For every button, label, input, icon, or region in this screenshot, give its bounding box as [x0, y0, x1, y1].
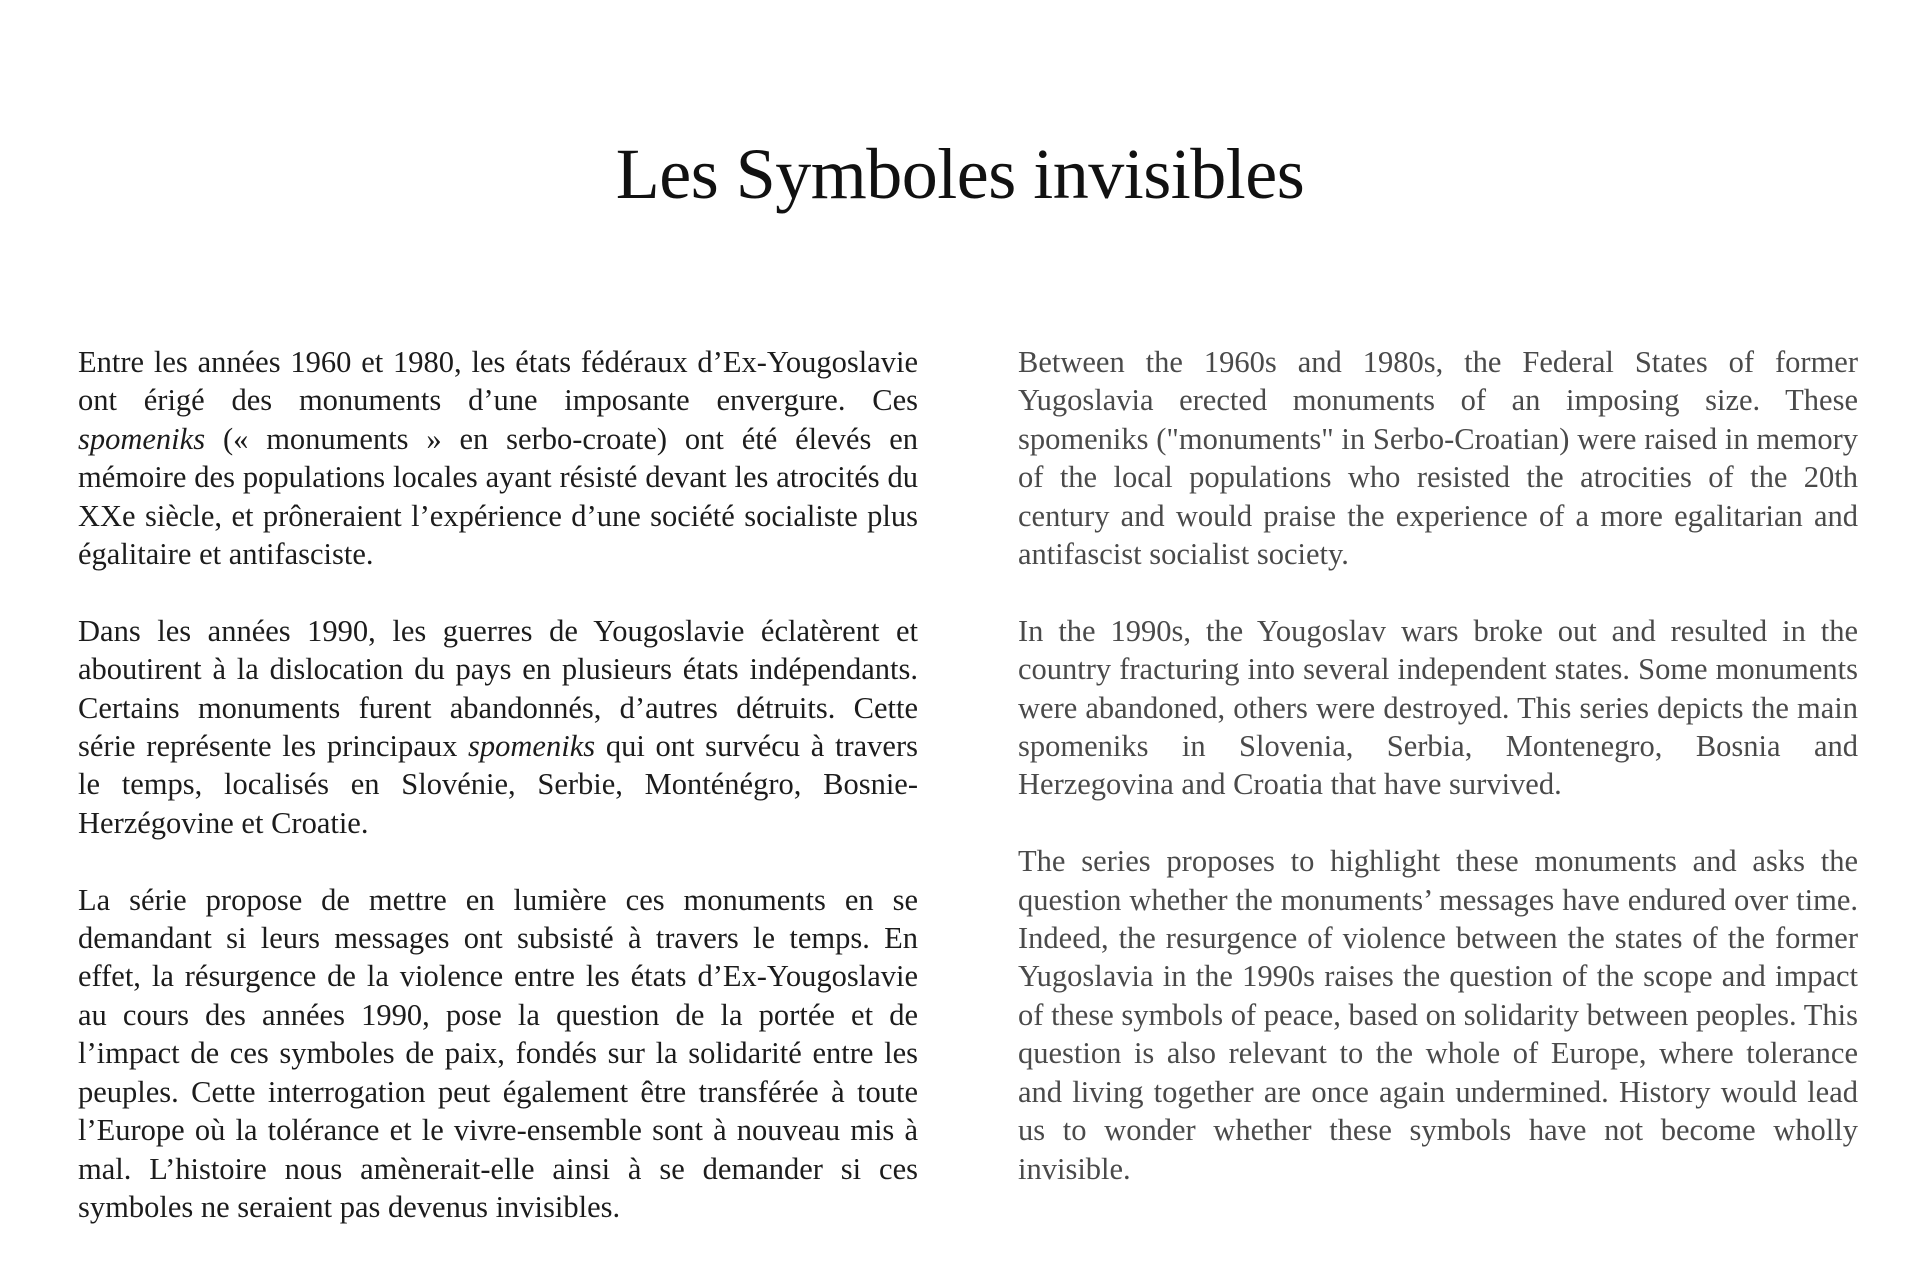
page-title: Les Symboles invisibles [615, 134, 1305, 214]
french-paragraph-1 [78, 343, 918, 573]
french-p2-text-a: Dans les années 1990, les guerres de Yougoslavie éclatèrent et aboutirent à la dislocation du pays en plusieurs états indépendants. Certains monuments furent abandonnés, d’autres détruits. Cette série représente les principaux [78, 613, 918, 764]
french-p1-text-a: Entre les années 1960 et 1980, les états fédéraux d’Ex-Yougoslavie ont érigé des monuments d’une imposante envergure. Ces [78, 345, 918, 418]
french-text-column [78, 343, 918, 1265]
french-p1-text-b: (« monuments » en serbo-croate) ont été élevés en mémoire des populations locales ayant résisté devant les atrocités du XXe siècle, et prôneraient l’expérience d’une société socialiste plus égalitaire et antifasciste. [78, 421, 918, 572]
french-p2-text-b: qui ont survécu à travers le temps, localisés en Slovénie, Serbie, Monténégro, Bosnie-Herzégovine et Croatie. [78, 729, 918, 840]
french-p2-italic-term: spomeniks [468, 729, 596, 764]
french-p1-italic-term: spomeniks [78, 421, 206, 456]
french-paragraph-3: La série propose de mettre en lumière ces monuments en se demandant si leurs messages ont subsisté à travers le temps. En effet, la résurgence de la violence entre les états d’Ex-Yougoslavie au cours des années 1990, pose la question de la portée et de l’impact de ces symboles de paix, fondés sur la solidarité entre les peuples. Cette interrogation peut également être transférée à toute l’Europe où la tolérance et le vivre-ensemble sont à nouveau mis à mal. L’histoire nous amènerait-elle ainsi à se demander si ces symboles ne seraient pas devenus invisibles. [78, 882, 918, 1224]
english-text-column [1018, 343, 1858, 1226]
english-paragraph-1: Between the 1960s and 1980s, the Federal States of former Yugoslavia erected monuments of an imposing size. These spomeniks ("monuments" in Serbo-Croatian) were raised in memory of the local populations who resisted the atrocities of the 20th century and would praise the experience of a more egalitarian and antifascist socialist society. [1018, 345, 1858, 572]
french-paragraph-2 [78, 612, 918, 842]
english-paragraph-2: In the 1990s, the Yougoslav wars broke out and resulted in the country fracturing into several independent states. Some monuments were abandoned, others were destroyed. This series depicts the main spomeniks in Slovenia, Serbia, Montenegro, Bosnia and Herzegovina and Croatia that have survived. [1018, 613, 1858, 802]
english-paragraph-3: The series proposes to highlight these monuments and asks the question whether the monuments’ messages have endured over time. Indeed, the resurgence of violence between the states of the former Yugoslavia in the 1990s raises the question of the scope and impact of these symbols of peace, based on solidarity between peoples. This question is also relevant to the whole of Europe, where tolerance and living together are once again undermined. History would lead us to wonder whether these symbols have not become wholly invisible. [1018, 844, 1858, 1186]
